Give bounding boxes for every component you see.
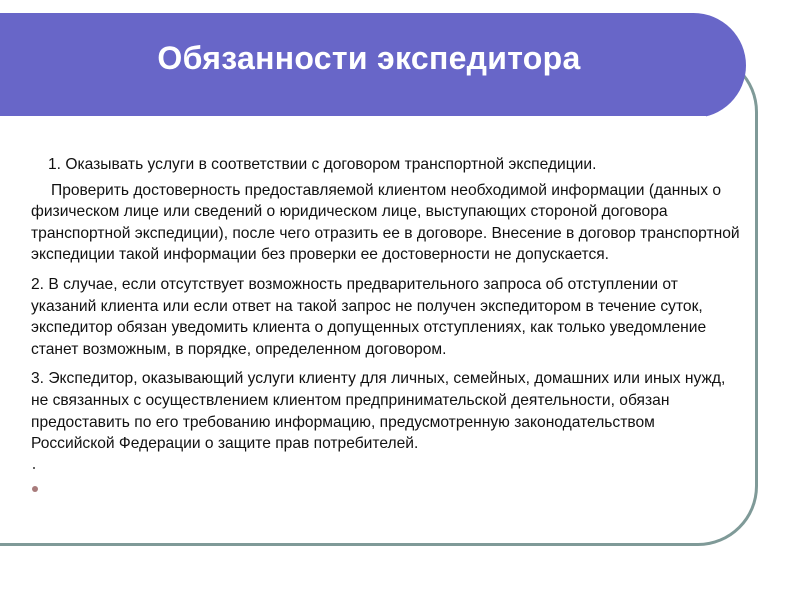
small-dot-icon <box>33 467 35 469</box>
paragraph-2: Проверить достоверность предоставляемой клиентом необходимой информации (данных о физическом лице или сведений о юридическом лице, выступающих стороной договора транспортной экспедиции), после чего отразить ее в договоре. Внесение в договор транспортной экспедиции такой информации без проверки ее достоверности не допускается. <box>31 181 740 264</box>
bullet-dot-icon <box>32 486 38 492</box>
slide-title: Обязанности экспедитора <box>157 40 581 76</box>
slide-content <box>31 154 741 503</box>
paragraph-1: 1. Оказывать услуги в соответствии с договором транспортной экспедиции. <box>48 156 597 173</box>
title-underline <box>0 116 706 119</box>
paragraph-3: 2. В случае, если отсутствует возможность предварительного запроса об отступлении от указаний клиента или если ответ на такой запрос не получен экспедитором в течение суток, экспедитор обязан уведомить клиента о допущенных отступлениях, как только уведомление станет возможным, в порядке, определенном договором. <box>31 275 707 358</box>
empty-bullet-line <box>31 461 741 482</box>
empty-bullet-line-2 <box>31 482 741 503</box>
paragraph-4: 3. Экспедитор, оказывающий услуги клиенту для личных, семейных, домашних или иных нужд, не связанных с осуществлением клиентом предпринимательской деятельности, обязан предоставить по его требованию информацию, предусмотренную законодательством Российской Федерации о защите прав потребителей. <box>31 370 726 453</box>
